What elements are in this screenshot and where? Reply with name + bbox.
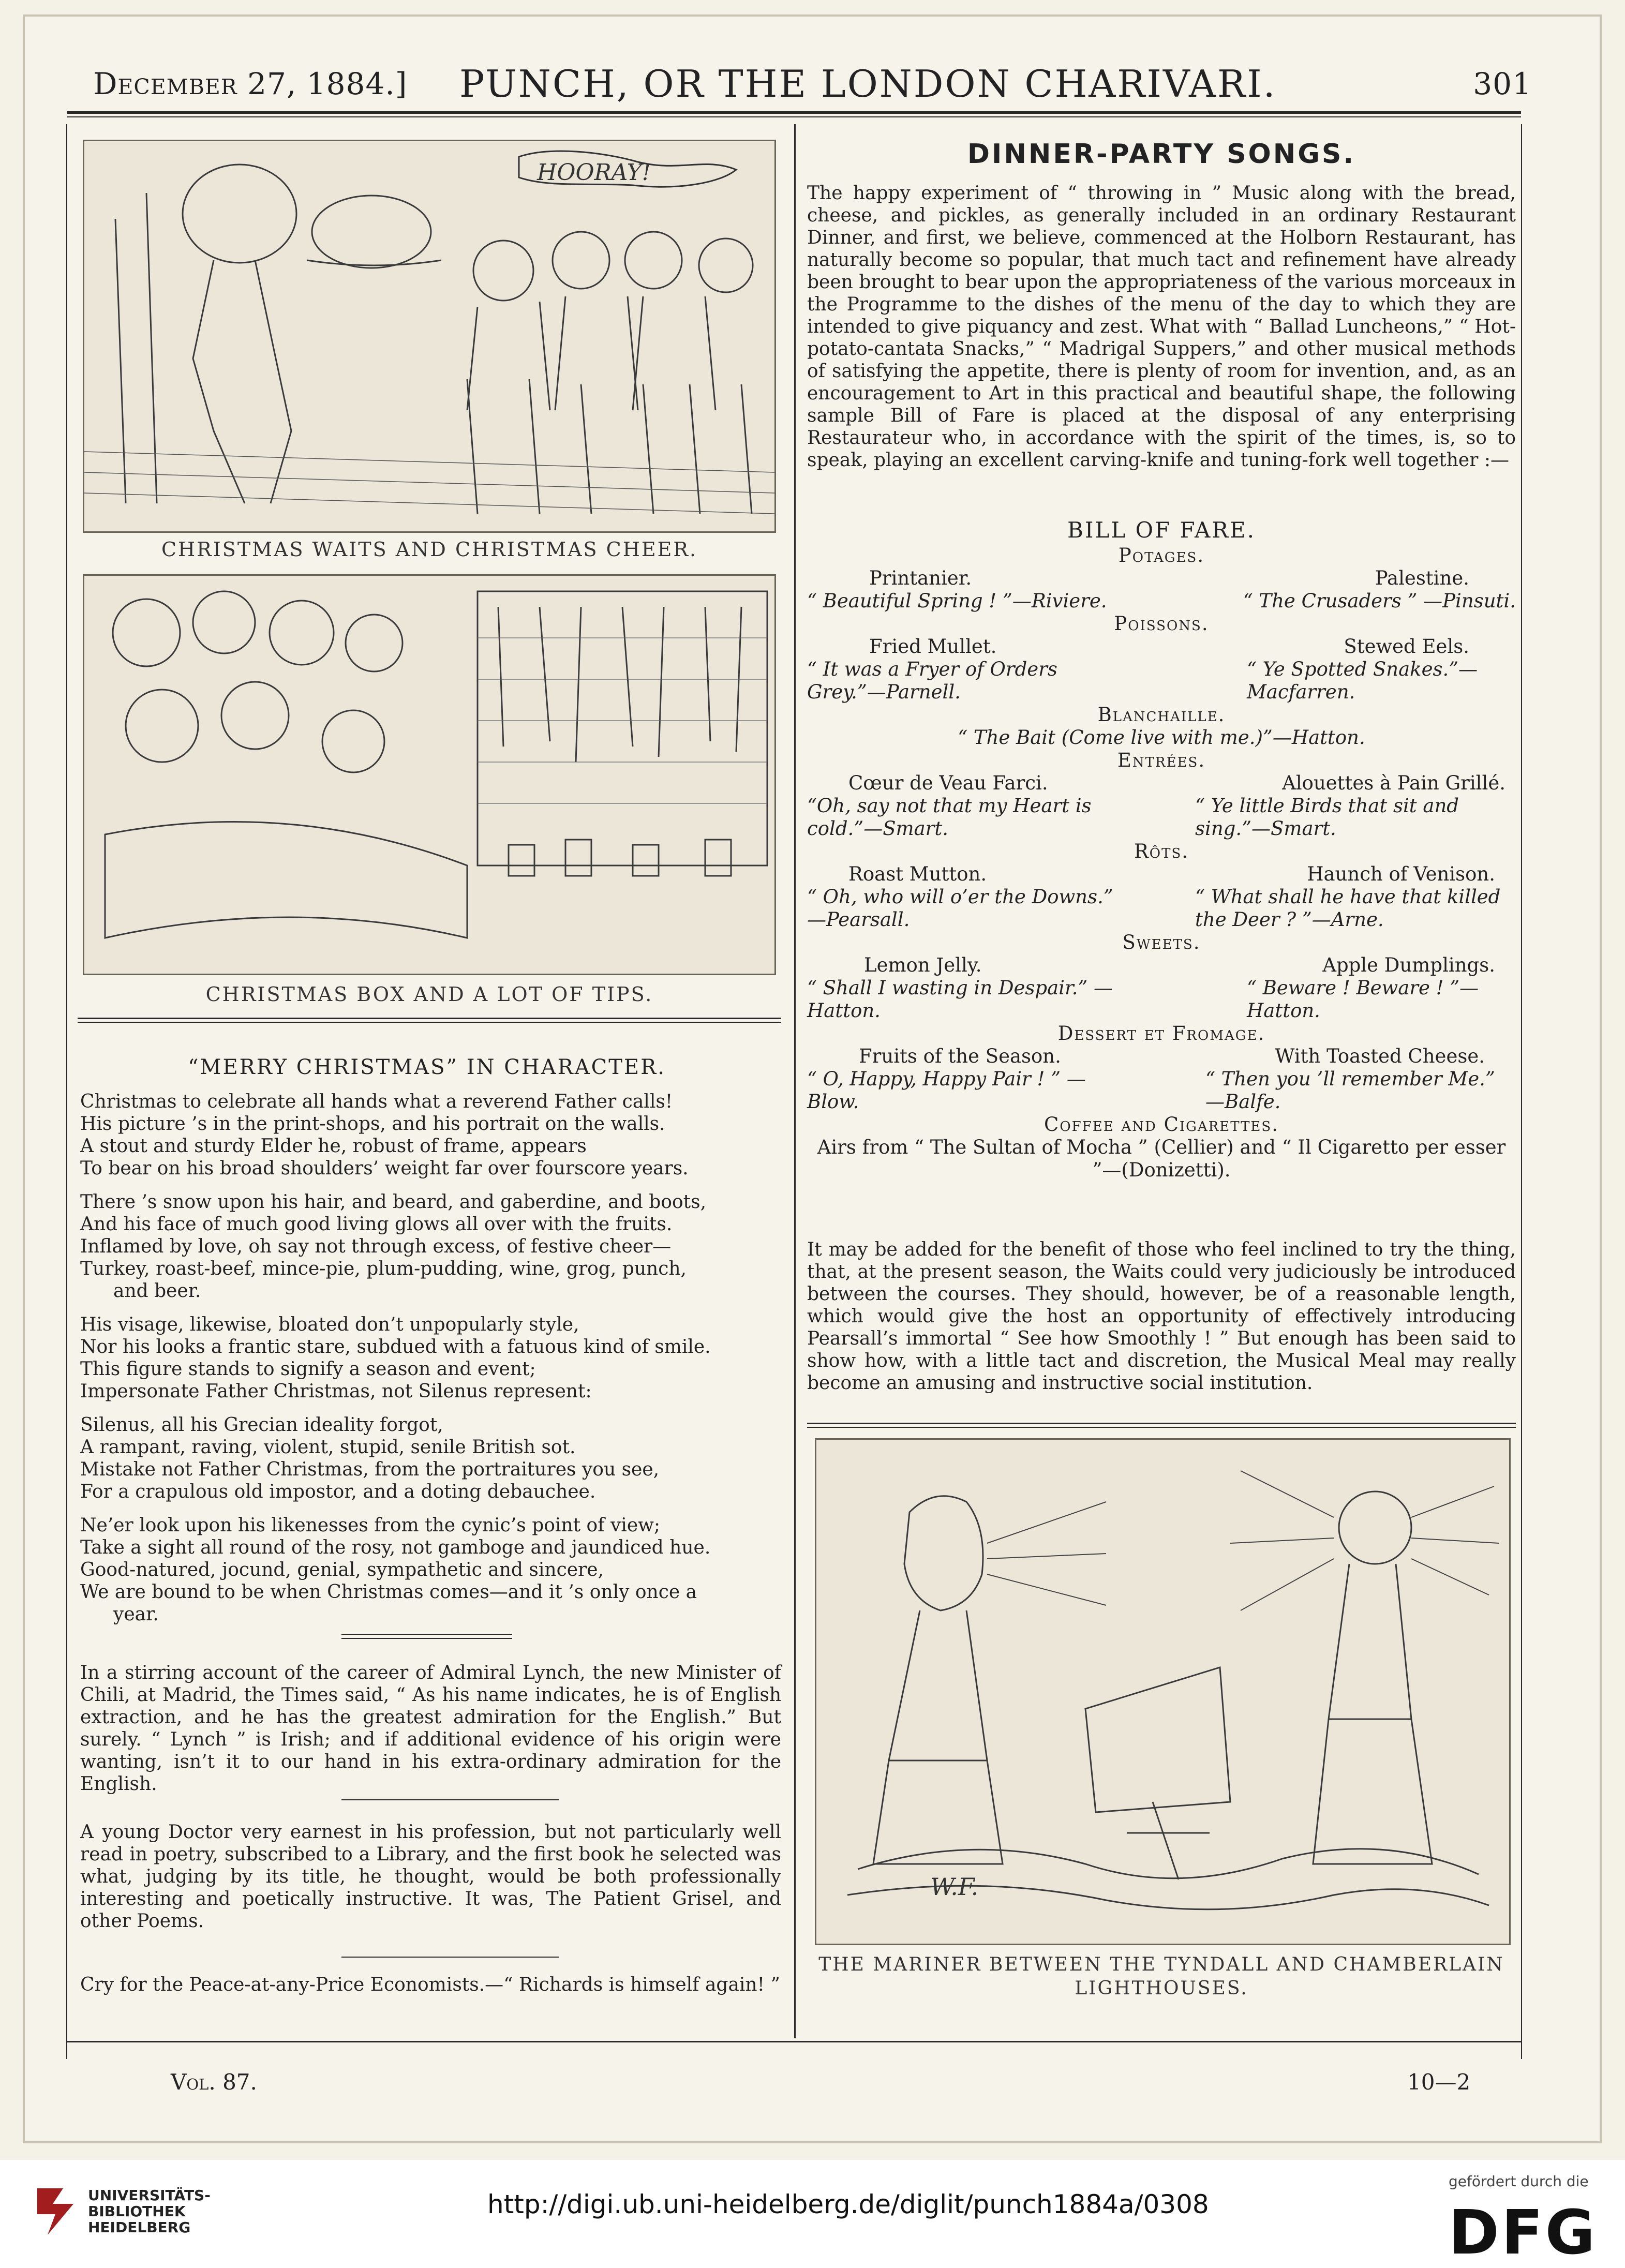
dinner-party-songs-title: DINNER-PARTY SONGS. [967, 139, 1356, 170]
volume-number: Vol. 87. [171, 2069, 257, 2095]
bill-of-fare-title: BILL OF FARE. [1067, 517, 1256, 543]
menu-row [807, 1045, 1516, 1068]
short-rule-2 [341, 1638, 512, 1639]
poem-line: For a crapulous old impostor, and a doting debauchee. [80, 1481, 596, 1502]
song-venison: “ What shall he have that killed the Deer ? ”—Arne. [1195, 886, 1501, 931]
poem-stanza-4 [80, 1414, 784, 1503]
dish-mullet: Fried Mullet. [869, 635, 997, 658]
poem-line: We are bound to be when Christmas comes—and it ’s only once a [80, 1581, 697, 1603]
menu-row [807, 772, 1516, 795]
short-rule [341, 1634, 512, 1635]
footer-rule [67, 2041, 1521, 2042]
menu-row [807, 954, 1516, 977]
library-logo-icon [32, 2183, 79, 2240]
song-printanier: “ Beautiful Spring ! ”—Riviere. [807, 590, 1107, 612]
poem-line: A rampant, raving, violent, stupid, senile British sot. [80, 1437, 576, 1458]
paragraph-peace-at-any-price: Cry for the Peace-at-any-Price Economists.—“ Richards is himself again! ” [80, 1974, 780, 1995]
dish-cheese: With Toasted Cheese. [1275, 1045, 1485, 1067]
issue-date: December 27, 1884.] [93, 66, 408, 101]
dish-venison: Haunch of Venison. [1307, 863, 1495, 885]
poem-merry-christmas [80, 1091, 784, 1637]
page-number: 301 [1473, 66, 1532, 101]
poem-line: Take a sight all round of the rosy, not gamboge and jaundiced hue. [80, 1537, 711, 1558]
course-dessert: Dessert et Fromage. [1057, 1022, 1265, 1045]
header-rule [67, 111, 1521, 114]
cartoon-christmas-waits [83, 140, 776, 533]
song-mutton: “ Oh, who will o’er the Downs.” —Pearsall. [807, 886, 1113, 931]
cartoon-christmas-box [83, 574, 776, 975]
poem-line: year. [113, 1604, 159, 1625]
dish-coeur: Cœur de Veau Farci. [848, 772, 1048, 794]
university-library-logo [32, 2183, 79, 2242]
poem-stanza-5 [80, 1514, 784, 1625]
artist-signature: W.F. [930, 1873, 979, 1901]
course-blanchaille: Blanchaille. [1097, 704, 1226, 726]
bill-of-fare [807, 544, 1516, 1182]
dfg-logo: DFG [1449, 2197, 1598, 2268]
dish-dumplings: Apple Dumplings. [1322, 954, 1495, 976]
dish-printanier: Printanier. [869, 567, 972, 589]
cartoon-box-drawing [84, 576, 774, 974]
section-rule [78, 1018, 781, 1019]
cartoon-caption-waits: CHRISTMAS WAITS AND CHRISTMAS CHEER. [161, 538, 698, 561]
poem-line: To bear on his broad shoulders’ weight far over fourscore years. [80, 1158, 689, 1179]
course-rots: Rôts. [1134, 840, 1189, 862]
menu-row [807, 567, 1516, 590]
paragraph-dinner-intro: The happy experiment of “ throwing in ” Music along with the bread, cheese, and pickles, as generally included in an ordinary Restaurant Dinner, and first, we believe, commenced at the Holborn Restaurant, has naturally become so popular, that much tact and refinement have already been brought to bear upon the appropriateness of the various morceaux in the Programme to the dishes of the menu of the day to which they are intended to give piquancy and zest. What with “ Ballad Luncheons,” “ Hot-potato-cantata Snacks,” “ Madrigal Suppers,” and other musical methods of satisfying the appetite, there is plenty of room for invention, and, as an encouragement to Art in this practical and beautiful shape, the following sample Bill of Fare is placed at the disposal of any enterprising Restaurateur who, in accordance with the spirit of the times, is, so to speak, playing an excellent carving-knife and tuning-fork well together :— [807, 183, 1516, 471]
poem-line: There ’s snow upon his hair, and beard, and gaberdine, and boots, [80, 1191, 707, 1213]
menu-row [807, 590, 1516, 613]
poem-title: “MERRY CHRISTMAS” IN CHARACTER. [188, 1055, 666, 1079]
source-url-link[interactable]: http://digi.ub.uni-heidelberg.de/diglit/punch1884a/0308 [487, 2189, 1209, 2219]
column-divider [794, 124, 796, 2038]
library-name: UNIVERSITÄTS- BIBLIOTHEK HEIDELBERG [88, 2187, 211, 2236]
poem-line: This figure stands to signify a season and event; [80, 1359, 536, 1380]
poem-line: Inflamed by love, oh say not through excess, of festive cheer— [80, 1236, 672, 1257]
song-blanchaille-text: “ The Bait (Come live with me.)”—Hatton. [958, 726, 1365, 749]
song-palestine: “ The Crusaders ” —Pinsuti. [1243, 590, 1516, 612]
section-rule-right-thin [807, 1427, 1516, 1428]
left-frame [66, 124, 67, 2059]
course-coffee: Coffee and Cigarettes. [1044, 1113, 1279, 1136]
song-mullet: “ It was a Fryer of Orders Grey.”—Parnell. [807, 658, 1057, 703]
poem-line: Christmas to celebrate all hands what a reverend Father calls! [80, 1091, 673, 1112]
poem-line: And his face of much good living glows all over with the fruits. [80, 1214, 673, 1235]
funder-note: gefördert durch die [1449, 2173, 1589, 2190]
poem-line: His picture ’s in the print-shops, and his portrait on the walls. [80, 1113, 665, 1135]
right-frame [1521, 124, 1522, 2059]
poem-line: Turkey, roast-beef, mince-pie, plum-pudding, wine, grog, punch, [80, 1258, 687, 1279]
poem-stanza-3 [80, 1314, 784, 1402]
song-coffee: Airs from “ The Sultan of Mocha ” (Cellier) and “ Il Cigaretto per esser ”—(Donizetti). [817, 1136, 1506, 1181]
course-entrees: Entrées. [1117, 749, 1206, 771]
poem-line: Mistake not Father Christmas, from the portraitures you see, [80, 1459, 660, 1480]
song-dumplings: “ Beware ! Beware ! ”— Hatton. [1247, 977, 1479, 1022]
cartoon-waits-drawing [84, 141, 774, 531]
paragraph-admiral-lynch: In a stirring account of the career of Admiral Lynch, the new Minister of Chili, at Madrid, the Times said, “ As his name indicates, he is of English extraction, and he has the greatest admiration for the English.” But surely. “ Lynch ” is Irish; and if additional evidence of his origin were wanting, isn’t it to our hand in his extra-ordinary admiration for the English. [80, 1662, 781, 1795]
menu-row [807, 886, 1516, 931]
cartoon-mariner-lighthouses [815, 1438, 1511, 1945]
dish-jelly: Lemon Jelly. [864, 954, 982, 976]
menu-row [807, 658, 1516, 704]
section-rule-right [807, 1423, 1516, 1424]
signature-mark: 10—2 [1407, 2069, 1471, 2095]
song-coeur: “Oh, say not that my Heart is cold.”—Smart. [807, 795, 1092, 840]
song-jelly: “ Shall I wasting in Despair.” —Hatton. [807, 977, 1113, 1022]
menu-row [807, 863, 1516, 886]
song-blanchaille [807, 726, 1516, 749]
poem-line: and beer. [113, 1280, 201, 1302]
poem-line: A stout and sturdy Elder he, robust of frame, appears [80, 1136, 587, 1157]
short-rule-4 [341, 1957, 559, 1958]
poem-line: Nor his looks a frantic stare, subdued with a fatuous kind of smile. [80, 1336, 711, 1357]
short-rule-3 [341, 1799, 559, 1800]
header-rule-thin [67, 116, 1521, 117]
dish-mutton: Roast Mutton. [848, 863, 987, 885]
course-poissons: Poissons. [1114, 613, 1209, 635]
course-potages: Potages. [1118, 544, 1205, 566]
menu-row [807, 1068, 1516, 1113]
dish-eels: Stewed Eels. [1344, 635, 1469, 658]
menu-row [807, 795, 1516, 840]
course-sweets: Sweets. [1122, 931, 1201, 953]
dish-alouettes: Alouettes à Pain Grillé. [1282, 772, 1505, 794]
paragraph-young-doctor: A young Doctor very earnest in his profession, but not particularly well read in poetry, subscribed to a Library, and the first book he selected was what, judging by its title, he thought, would be both professionally interesting and poetically instructive. It was, The Patient Grisel, and other Poems. [80, 1822, 781, 1932]
menu-row [807, 635, 1516, 658]
cartoon-caption-mariner: THE MARINER BETWEEN THE TYNDALL AND CHAMBERLAIN LIGHTHOUSES. [818, 1954, 1504, 1999]
dish-palestine: Palestine. [1375, 567, 1469, 589]
song-cheese: “ Then you ’ll remember Me.” —Balfe. [1205, 1068, 1495, 1113]
paragraph-dinner-closing: It may be added for the benefit of those who feel inclined to try the thing, that, at the present season, the Waits could very judiciously be introduced between the courses. They should, however, be of a reasonable length, which would give the host an opportunity of effectively introducing Pearsall’s immortal “ See how Smoothly ! ” But enough has been said to show how, with a little tact and discretion, the Musical Meal may really become an amusing and instructive social institution. [807, 1239, 1516, 1394]
hooray-lettering: HOORAY! [537, 159, 651, 186]
poem-line: Ne’er look upon his likenesses from the cynic’s point of view; [80, 1515, 661, 1536]
masthead-title: PUNCH, OR THE LONDON CHARIVARI. [459, 62, 1277, 106]
song-fruits: “ O, Happy, Happy Pair ! ” —Blow. [807, 1068, 1086, 1113]
cartoon-mariner-drawing [816, 1440, 1509, 1944]
poem-line: His visage, likewise, bloated don’t unpopularly style, [80, 1314, 579, 1335]
menu-row [807, 977, 1516, 1022]
dish-fruits: Fruits of the Season. [859, 1045, 1061, 1067]
poem-line: Silenus, all his Grecian ideality forgot, [80, 1414, 443, 1436]
section-rule-thin [78, 1022, 781, 1023]
poem-line: Good-natured, jocund, genial, sympathetic and sincere, [80, 1559, 604, 1580]
poem-stanza-1 [80, 1091, 784, 1180]
poem-stanza-2 [80, 1191, 784, 1302]
song-eels: “ Ye Spotted Snakes.”— Macfarren. [1247, 658, 1478, 703]
song-alouettes: “ Ye little Birds that sit and sing.”—Smart. [1195, 795, 1459, 840]
cartoon-caption-box: CHRISTMAS BOX AND A LOT OF TIPS. [205, 983, 653, 1006]
poem-line: Impersonate Father Christmas, not Silenus represent: [80, 1381, 592, 1402]
